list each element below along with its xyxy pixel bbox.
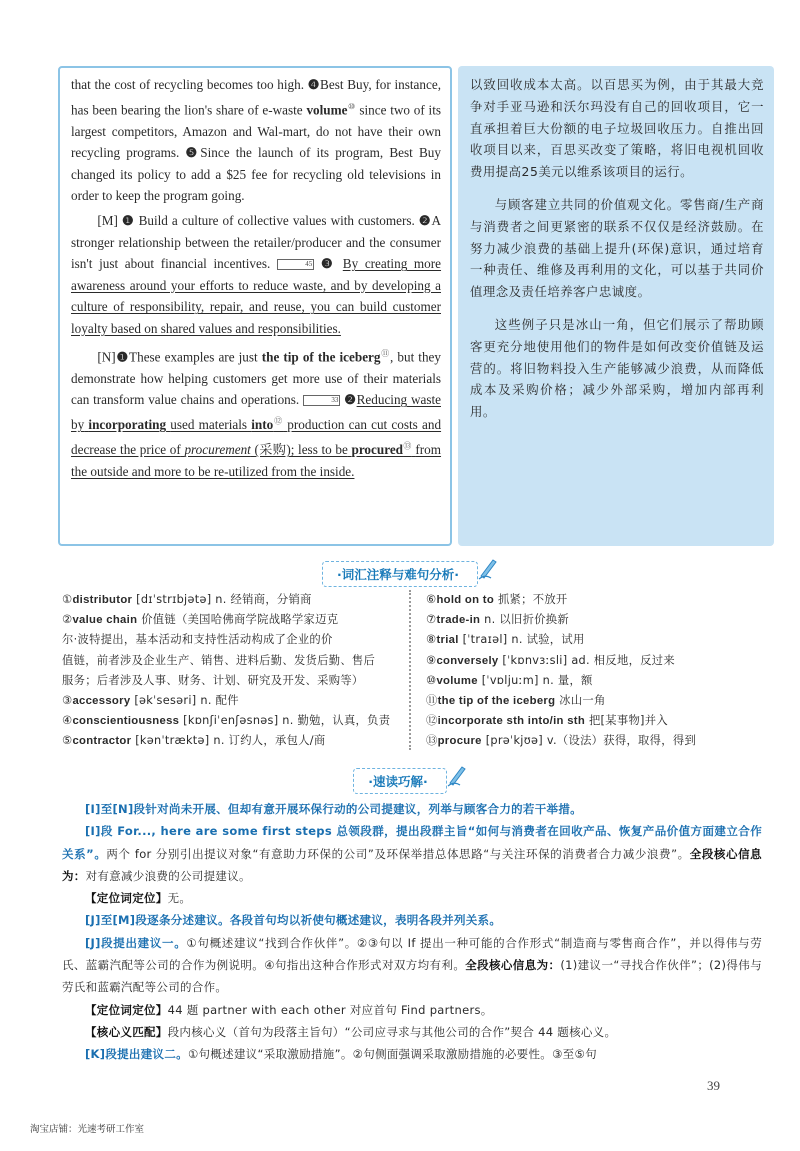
english-passage	[58, 66, 452, 546]
question-tag: 45	[277, 259, 314, 270]
vocab-item-cont: 服务；后者涉及人事、财务、计划、研究及开发、采购等）	[62, 673, 364, 687]
vocab-item: ②value chain 价值链（美国哈佛商学院战略学家迈克	[62, 613, 339, 627]
translation-paragraph: 以致回收成本太高。以百思买为例，由于其最大竞争对手亚马逊和沃尔玛没有自己的回收项目，它一直承担着巨大份额的电子垃圾回收压力。自推出回收项目以来，百思买改变了策略，将旧电视机回收费用提高25美元以维系该项目的运行。	[470, 77, 764, 180]
translation-paragraph: 这些例子只是冰山一角，但它们展示了帮助顾客更充分地使用他们的物件是如何改变价值链及运营的。将旧物料投入生产能够减少浪费，从而降低成本及采购价格；减少外部采购，增加内部再利用。	[470, 316, 764, 420]
speed-title: ·速读巧解·	[353, 768, 447, 794]
question-tag: 33	[303, 395, 340, 406]
vocab-item: ⑫incorporate sth into/in sth 把[某事物]并入	[426, 714, 668, 728]
vocab-title: ·词汇注释与难句分析·	[322, 561, 478, 587]
vocab-item: ③accessory [əkˈsesəri] n. 配件	[62, 694, 239, 708]
vocab-item: ⑬procure [prəˈkjʊə] v.（设法）获得，取得，得到	[426, 734, 697, 748]
analysis-line: [I]段 For..., here are some first steps 总领段群，提出段群主旨“如何与消费者在回收产品、恢复产品价值方面建立合作关系”。两个 for 分别引出提议对象“有意助力环保的公司”及环保举措总体思路“与关注环保的消费者合力减少浪费”。全段核心信息为：对有意减少浪费的公司提建议。	[62, 824, 762, 883]
analysis-line: 【定位词定位】无。	[85, 891, 192, 906]
page-number: 39	[707, 1078, 720, 1093]
speed-section-header	[0, 768, 800, 794]
vocab-item: ⑨conversely [ˈkɒnvɜːsli] ad. 相反地，反过来	[426, 653, 675, 667]
vocab-section-header	[0, 561, 800, 587]
analysis-line: [K]段提出建议二。①句概述建议“采取激励措施”。②句侧面强调采取激励措施的必要性。③至⑤句	[85, 1047, 597, 1062]
analysis-line: [J]段提出建议一。①句概述建议“找到合作伙伴”。②③句以 If 提出一种可能的合作形式“制造商与零售商合作”，并以得伟与劳氏、蓝霸汽配等公司的合作为例说明。④句指出这种合作形式对双方均有利。全段核心信息为：(1)建议一“寻找合作伙伴”；(2)得伟与劳氏和蓝霸汽配等公司的合作。	[62, 935, 762, 995]
speed-reading-analysis	[62, 798, 762, 1066]
footer-text: 淘宝店铺：光速考研工作室	[30, 1124, 145, 1135]
vocab-column-right	[426, 590, 762, 752]
vocab-item-cont: 值链，前者涉及企业生产、销售、进料后勤、发货后勤、售后	[62, 653, 376, 667]
column-divider	[409, 590, 415, 750]
vocab-item: ⑥hold on to 抓紧；不放开	[426, 593, 568, 606]
vocab-item: ⑪the tip of the iceberg 冰山一角	[426, 694, 606, 708]
vocab-column-left	[62, 590, 398, 752]
vocab-item: ⑦trade-in n. 以旧折价换新	[426, 613, 569, 627]
passage-paragraph-n: [N]❶These examples are just the tip of the iceberg⑪, but they demonstrate how helping customers get more use of their materials can transform value chains and operations. 33 ❷Reducing waste by incorporating used materials into⑫ production can cut costs and decrease the price of procurement (采购); less to be procured⑬ from the outside and more to be re-utilized from the inside.	[71, 348, 442, 479]
passage-paragraph-l: that the cost of recycling becomes too high. ❹Best Buy, for instance, has been bearing the lion's share of e-waste volume⑩ since two of its largest competitors, Amazon and Wal-mart, do not have their own recycling programs. ❺Since the launch of its program, Best Buy changed its policy to add a $25 fee for recycling old televisions in order to keep the program going.	[71, 77, 442, 204]
analysis-line: [I]至[N]段针对尚未开展、但却有意开展环保行动的公司提建议，列举与顾客合力的若干举措。	[85, 802, 582, 816]
vocab-item: ①distributor [dɪˈstrɪbjətə] n. 经销商，分销商	[62, 593, 312, 606]
passage-section	[58, 66, 774, 546]
vocab-item-cont: 尔·波特提出，基本活动和支持性活动构成了企业的价	[62, 633, 333, 647]
pen-icon	[446, 763, 468, 787]
analysis-line: 【核心义匹配】段内核心义（首句为段落主旨句）“公司应寻求与其他公司的合作”契合 44 题核心义。	[85, 1024, 617, 1039]
vocab-item: ⑧trial [ˈtraɪəl] n. 试验，试用	[426, 633, 585, 647]
chinese-translation	[458, 66, 774, 546]
vocab-item: ⑤contractor [kənˈtræktə] n. 订约人，承包人/商	[62, 734, 326, 748]
translation-paragraph: 与顾客建立共同的价值观文化。零售商/生产商与消费者之间更紧密的联系不仅仅是经济鼓励。在努力减少浪费的基础上提升(环保)意识，通过培育一种责任、维修及再利用的文化，可以基于共同价值理念及责任培养客户忠诚度。	[470, 196, 764, 300]
passage-paragraph-m: [M] ❶ Build a culture of collective values with customers. ❷A stronger relationship between the retailer/producer and the consumer isn't just about financial incentives. 45 ❸ By creating more awareness around your efforts to reduce waste, and by developing a culture of responsibility, repair, and reuse, you can build customer loyalty based on shared values and responsibilities.	[71, 212, 442, 336]
pen-icon	[477, 556, 499, 580]
analysis-line: 【定位词定位】44 题 partner with each other 对应首句 Find partners。	[85, 1002, 493, 1017]
vocab-item: ⑩volume [ˈvɒljuːm] n. 量，额	[426, 673, 593, 687]
vocab-item: ④conscientiousness [kɒnʃiˈenʃəsnəs] n. 勤勉，认真，负责	[62, 714, 391, 728]
analysis-line: [J]至[M]段逐条分述建议。各段首句均以祈使句概述建议，表明各段并列关系。	[85, 913, 502, 928]
